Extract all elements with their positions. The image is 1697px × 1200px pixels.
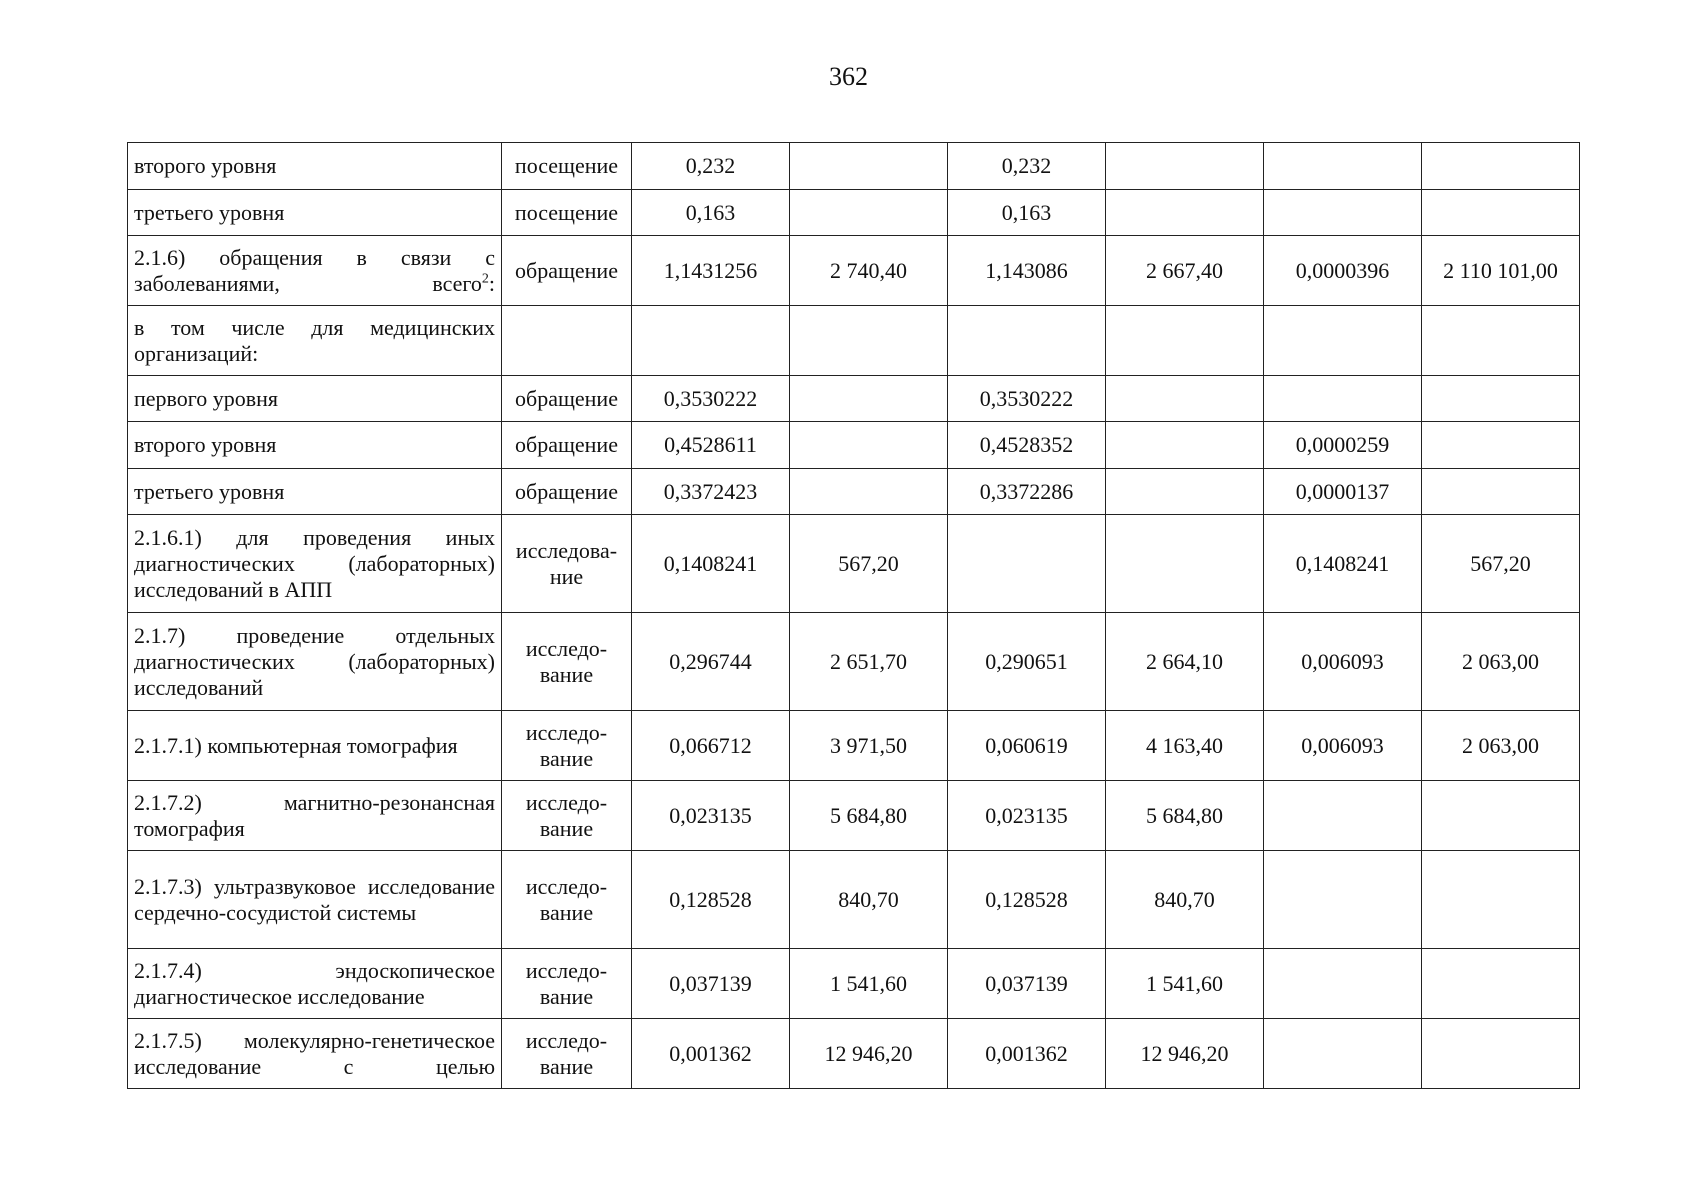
row-unit: обращение: [502, 422, 632, 469]
row-value-4: 1 541,60: [1106, 949, 1264, 1019]
row-value-6: [1422, 306, 1580, 376]
row-value-5: [1264, 306, 1422, 376]
table-row: [128, 613, 1580, 711]
row-value-2: 2 740,40: [790, 236, 948, 306]
row-value-2: [790, 143, 948, 190]
row-value-2: [790, 422, 948, 469]
row-value-3: 0,037139: [948, 949, 1106, 1019]
row-value-2: 5 684,80: [790, 781, 948, 851]
row-value-5: 0,0000259: [1264, 422, 1422, 469]
table-row: [128, 1019, 1580, 1089]
row-unit: исследо-вание: [502, 851, 632, 949]
row-name: второго уровня: [128, 422, 502, 469]
row-value-3: 1,143086: [948, 236, 1106, 306]
table-row: [128, 851, 1580, 949]
row-value-1: 0,163: [632, 190, 790, 236]
row-unit: обращение: [502, 469, 632, 515]
row-value-2: 12 946,20: [790, 1019, 948, 1089]
row-value-6: [1422, 949, 1580, 1019]
row-value-2: 3 971,50: [790, 711, 948, 781]
row-value-6: [1422, 190, 1580, 236]
row-value-1: 0,023135: [632, 781, 790, 851]
row-unit: обращение: [502, 236, 632, 306]
row-value-3: 0,3372286: [948, 469, 1106, 515]
row-name: 2.1.7.2) магнитно-резонансная томография: [128, 781, 502, 851]
row-value-3: 0,4528352: [948, 422, 1106, 469]
row-value-5: [1264, 1019, 1422, 1089]
table-row: [128, 143, 1580, 190]
row-value-1: 0,296744: [632, 613, 790, 711]
row-name: 2.1.7.4) эндоскопическое диагностическое исследование: [128, 949, 502, 1019]
row-unit: исследо-вание: [502, 949, 632, 1019]
row-value-4: [1106, 143, 1264, 190]
row-value-3: [948, 306, 1106, 376]
row-unit: [502, 306, 632, 376]
row-value-4: 2 664,10: [1106, 613, 1264, 711]
row-value-4: 5 684,80: [1106, 781, 1264, 851]
row-value-1: [632, 306, 790, 376]
row-value-6: [1422, 469, 1580, 515]
row-value-6: [1422, 781, 1580, 851]
data-table: [127, 142, 1580, 1089]
row-value-2: 567,20: [790, 515, 948, 613]
row-value-2: 840,70: [790, 851, 948, 949]
row-value-6: [1422, 1019, 1580, 1089]
row-unit: исследова-ние: [502, 515, 632, 613]
row-name: в том числе для медицинских организаций:: [128, 306, 502, 376]
row-unit: исследо-вание: [502, 613, 632, 711]
row-value-4: [1106, 515, 1264, 613]
row-value-6: 2 110 101,00: [1422, 236, 1580, 306]
row-value-4: [1106, 306, 1264, 376]
table-row: [128, 515, 1580, 613]
table-row: [128, 422, 1580, 469]
row-name: третьего уровня: [128, 469, 502, 515]
row-name: третьего уровня: [128, 190, 502, 236]
row-value-4: 840,70: [1106, 851, 1264, 949]
row-value-6: 2 063,00: [1422, 613, 1580, 711]
row-value-1: 0,001362: [632, 1019, 790, 1089]
row-value-3: 0,290651: [948, 613, 1106, 711]
row-value-6: [1422, 376, 1580, 422]
row-value-5: 0,006093: [1264, 711, 1422, 781]
row-name: первого уровня: [128, 376, 502, 422]
row-name-suffix: :: [488, 270, 495, 296]
row-name: 2.1.6) обращения в связи с заболеваниями, всего: [134, 244, 495, 296]
row-value-3: 0,163: [948, 190, 1106, 236]
row-name: второго уровня: [128, 143, 502, 190]
row-name: 2.1.7.3) ультразвуковое исследование сердечно-сосудистой системы: [128, 851, 502, 949]
row-value-4: [1106, 422, 1264, 469]
row-value-3: 0,128528: [948, 851, 1106, 949]
row-value-6: 567,20: [1422, 515, 1580, 613]
row-value-5: [1264, 949, 1422, 1019]
row-value-4: 4 163,40: [1106, 711, 1264, 781]
page-number: 362: [829, 62, 868, 91]
row-name: 2.1.7) проведение отдельных диагностических (лабораторных) исследований: [128, 613, 502, 711]
table-row: [128, 190, 1580, 236]
row-value-5: [1264, 781, 1422, 851]
row-value-3: [948, 515, 1106, 613]
row-value-5: [1264, 851, 1422, 949]
row-value-2: [790, 190, 948, 236]
row-value-1: 1,1431256: [632, 236, 790, 306]
row-value-1: 0,232: [632, 143, 790, 190]
footnote-mark: 2: [481, 271, 489, 287]
row-unit: посещение: [502, 190, 632, 236]
row-value-5: [1264, 143, 1422, 190]
row-name: 2.1.6.1) для проведения иных диагностических (лабораторных) исследований в АПП: [128, 515, 502, 613]
row-value-4: [1106, 190, 1264, 236]
row-name: 2.1.7.1) компьютерная томография: [128, 711, 502, 781]
row-value-6: [1422, 422, 1580, 469]
row-value-5: [1264, 376, 1422, 422]
table-row: [128, 376, 1580, 422]
row-value-1: 0,128528: [632, 851, 790, 949]
table-row: [128, 236, 1580, 306]
row-value-6: [1422, 143, 1580, 190]
row-value-3: 0,060619: [948, 711, 1106, 781]
row-unit: обращение: [502, 376, 632, 422]
row-unit: посещение: [502, 143, 632, 190]
row-value-5: 0,006093: [1264, 613, 1422, 711]
table-row: [128, 949, 1580, 1019]
row-value-2: [790, 376, 948, 422]
row-unit: исследо-вание: [502, 781, 632, 851]
row-value-4: 2 667,40: [1106, 236, 1264, 306]
row-value-1: 0,066712: [632, 711, 790, 781]
row-value-4: 12 946,20: [1106, 1019, 1264, 1089]
row-value-2: [790, 306, 948, 376]
row-value-2: 2 651,70: [790, 613, 948, 711]
row-value-1: 0,3530222: [632, 376, 790, 422]
row-value-5: [1264, 190, 1422, 236]
row-name: 2.1.7.5) молекулярно-генетическое исследование с целью: [128, 1019, 502, 1089]
row-value-5: 0,0000396: [1264, 236, 1422, 306]
row-value-3: 0,023135: [948, 781, 1106, 851]
row-value-1: 0,037139: [632, 949, 790, 1019]
row-unit: исследо-вание: [502, 711, 632, 781]
row-value-6: 2 063,00: [1422, 711, 1580, 781]
table-row: [128, 306, 1580, 376]
row-value-1: 0,3372423: [632, 469, 790, 515]
row-name-cell: [128, 236, 502, 306]
row-value-4: [1106, 469, 1264, 515]
table-row: [128, 469, 1580, 515]
table-row: [128, 781, 1580, 851]
row-value-3: 0,001362: [948, 1019, 1106, 1089]
table-row: [128, 711, 1580, 781]
row-value-3: 0,3530222: [948, 376, 1106, 422]
row-value-1: 0,4528611: [632, 422, 790, 469]
row-value-4: [1106, 376, 1264, 422]
row-value-1: 0,1408241: [632, 515, 790, 613]
row-value-3: 0,232: [948, 143, 1106, 190]
row-value-2: [790, 469, 948, 515]
row-value-6: [1422, 851, 1580, 949]
row-value-2: 1 541,60: [790, 949, 948, 1019]
row-unit: исследо-вание: [502, 1019, 632, 1089]
row-value-5: 0,0000137: [1264, 469, 1422, 515]
row-value-5: 0,1408241: [1264, 515, 1422, 613]
